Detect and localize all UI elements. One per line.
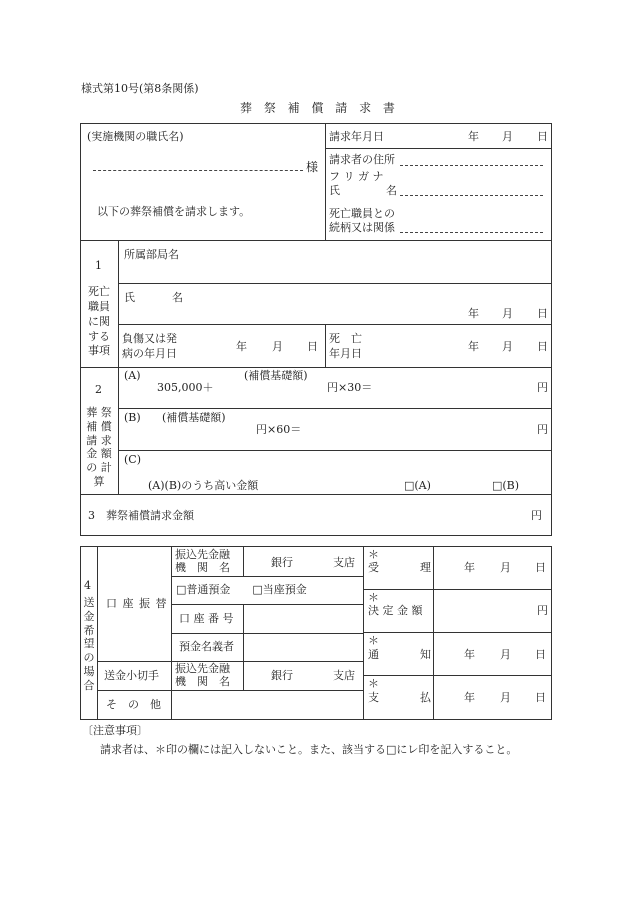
furigana-label: フ リ ガ ナ xyxy=(329,170,384,183)
calc-b-base-label: (補償基礎額) xyxy=(162,411,226,424)
name-label-1: 氏 xyxy=(329,184,340,197)
decision-yen: 円 xyxy=(537,604,548,617)
form-number: 様式第10号(第8条関係) xyxy=(81,82,199,95)
cheque-branch-name[interactable]: 支店 xyxy=(333,669,355,682)
cheque-bank-label-1: 振込先金融 xyxy=(175,662,230,675)
section1-number: 1 xyxy=(95,259,102,272)
section2-title: 葬 祭 補 償 請 求 金 額 の 計 算 xyxy=(86,406,112,488)
calc-a-yen: 円 xyxy=(537,381,548,394)
injury-label-2: 病の年月日 xyxy=(122,347,177,360)
request-date-month: 月 xyxy=(502,130,513,143)
name-row-day: 日 xyxy=(537,307,548,320)
section4-number: 4 xyxy=(84,579,91,592)
death-label-2: 年月日 xyxy=(329,347,362,360)
notice-month: 月 xyxy=(500,648,511,661)
calc-a-label: (A) xyxy=(124,369,141,382)
injury-label-1: 負傷又は発 xyxy=(122,332,177,345)
dept-label: 所属部局名 xyxy=(124,248,179,261)
relation-label-1: 死亡職員との xyxy=(329,207,395,220)
request-text: 以下の葬祭補償を請求します。 xyxy=(97,205,251,218)
cheque-bank-label-2: 機 関 名 xyxy=(175,675,230,688)
receipt-month: 月 xyxy=(500,561,511,574)
notes-heading: 〔注意事項〕 xyxy=(82,724,148,737)
address-line[interactable] xyxy=(400,165,543,166)
calc-a-formula: 円×30＝ xyxy=(327,381,373,394)
death-month: 月 xyxy=(502,340,513,353)
request-date-label: 請求年月日 xyxy=(329,130,384,143)
notice-year: 年 xyxy=(464,648,475,661)
death-label-1: 死 亡 xyxy=(329,332,362,345)
deceased-name-label-1: 氏 xyxy=(124,291,135,304)
name-row-year: 年 xyxy=(468,307,479,320)
agency-name-line[interactable] xyxy=(93,170,303,171)
request-date-year: 年 xyxy=(468,130,479,143)
calc-c-text: (A)(B)のうち高い金額 xyxy=(148,479,259,492)
cheque-bank-name[interactable]: 銀行 xyxy=(271,669,293,682)
notice-label-2: 知 xyxy=(420,648,431,661)
receipt-asterisk: ＊ xyxy=(368,548,379,561)
calc-b-formula: 円×60＝ xyxy=(256,423,302,436)
payment-year: 年 xyxy=(464,691,475,704)
account-type-options[interactable]: □普通預金 □当座預金 xyxy=(176,583,307,596)
relation-line[interactable] xyxy=(400,232,543,233)
injury-year: 年 xyxy=(236,340,247,353)
name-row-month: 月 xyxy=(502,307,513,320)
section3-label: 3 葬祭補償請求金額 xyxy=(88,509,194,522)
account-number-label: 口 座 番 号 xyxy=(179,612,234,625)
name-line[interactable] xyxy=(400,195,543,196)
receipt-year: 年 xyxy=(464,561,475,574)
holder-label: 預金名義者 xyxy=(179,640,234,653)
receipt-day: 日 xyxy=(535,561,546,574)
payment-asterisk: ＊ xyxy=(368,677,379,690)
account-transfer-label: 口 座 振 替 xyxy=(106,597,168,610)
bank-name[interactable]: 銀行 xyxy=(271,556,293,569)
cheque-label: 送金小切手 xyxy=(104,669,159,682)
request-date-day: 日 xyxy=(537,130,548,143)
payment-label: 支 xyxy=(368,691,379,704)
payment-label-2: 払 xyxy=(420,691,431,704)
section2-number: 2 xyxy=(95,383,102,396)
decision-asterisk: ＊ xyxy=(368,591,379,604)
injury-month: 月 xyxy=(272,340,283,353)
decision-label: 決 定 金 額 xyxy=(368,604,423,617)
bank-label-2: 機 関 名 xyxy=(175,561,230,574)
receipt-label: 受 xyxy=(368,561,379,574)
calc-b-yen: 円 xyxy=(537,423,548,436)
injury-day: 日 xyxy=(307,340,318,353)
calc-b-label: (B) xyxy=(124,411,141,424)
notice-day: 日 xyxy=(535,648,546,661)
receipt-label-2: 理 xyxy=(420,561,431,574)
section3-yen: 円 xyxy=(531,509,542,522)
relation-label-2: 続柄又は関係 xyxy=(329,221,395,234)
sama-label: 様 xyxy=(306,160,319,174)
deceased-name-label-2: 名 xyxy=(172,291,183,304)
check-a[interactable]: □(A) xyxy=(404,479,431,492)
page-title: 葬 祭 補 償 請 求 書 xyxy=(240,101,399,115)
notice-asterisk: ＊ xyxy=(368,634,379,647)
branch-name[interactable]: 支店 xyxy=(333,556,355,569)
section4-title: 送金希望の場合 xyxy=(83,596,95,692)
calc-a-base-label: (補償基礎額) xyxy=(244,369,308,382)
payment-day: 日 xyxy=(535,691,546,704)
calc-c-label: (C) xyxy=(124,453,141,466)
agency-label: (実施機関の職氏名) xyxy=(87,130,184,143)
check-b[interactable]: □(B) xyxy=(492,479,520,492)
other-label: そ の 他 xyxy=(106,698,161,711)
death-day: 日 xyxy=(537,340,548,353)
bank-label-1: 振込先金融 xyxy=(175,548,230,561)
notice-label: 通 xyxy=(368,648,379,661)
payment-month: 月 xyxy=(500,691,511,704)
death-year: 年 xyxy=(468,340,479,353)
calc-a-amount: 305,000＋ xyxy=(157,381,214,394)
address-label: 請求者の住所 xyxy=(329,153,395,166)
name-label-2: 名 xyxy=(386,184,397,197)
notes-text: 請求者は、＊印の欄には記入しないこと。また、該当する□にレ印を記入すること。 xyxy=(100,743,518,756)
section1-title: 死亡 職員 に関 する 事項 xyxy=(88,285,110,358)
